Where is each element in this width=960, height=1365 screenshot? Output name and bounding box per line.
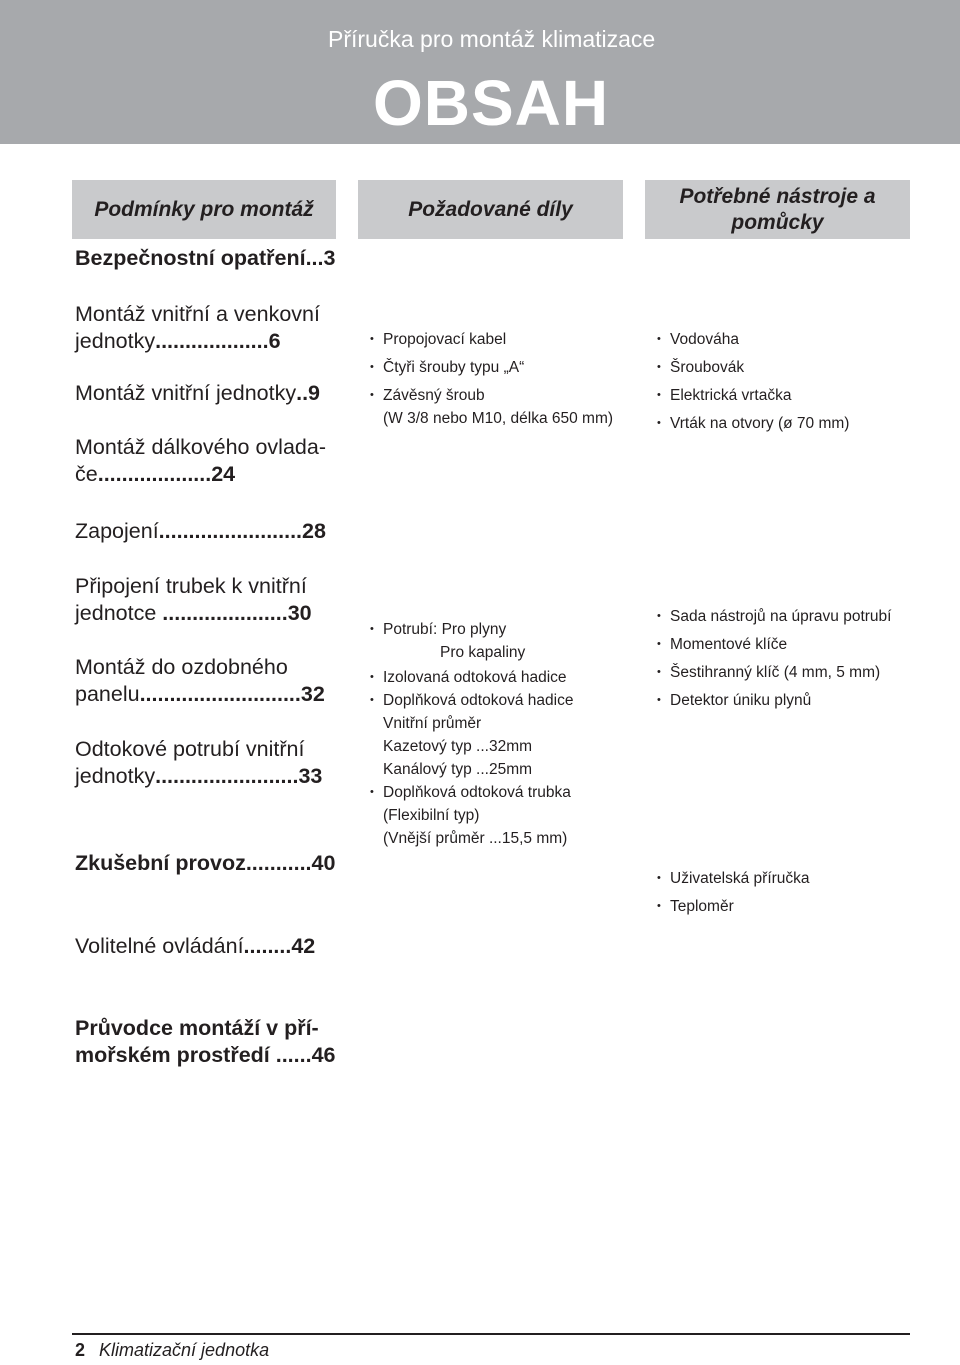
list-item: • Izolovaná odtoková hadice <box>370 666 573 689</box>
toc-page-number: 9 <box>308 381 321 405</box>
page-footer <box>75 1340 269 1361</box>
column-header-conditions: Podmínky pro montáž <box>72 180 336 239</box>
toc-leader: ........................... <box>139 681 301 706</box>
list-item: (Flexibilní typ) <box>383 807 480 824</box>
list-item: • Momentové klíče <box>657 633 891 656</box>
toc-entry-test-run[interactable] <box>75 850 355 877</box>
list-item: • Detektor úniku plynů <box>657 689 891 712</box>
column-header-parts: Požadované díly <box>358 180 623 239</box>
list-item: (Vnější průměr ...15,5 mm) <box>383 830 568 847</box>
parts-list-installation <box>370 328 613 430</box>
list-item: • Doplňková odtoková hadice <box>370 689 573 712</box>
list-item: • Doplňková odtoková trubka <box>370 781 573 804</box>
toc-entry-remote-installation[interactable] <box>75 434 340 487</box>
column-header-tools <box>645 180 910 239</box>
list-item: (W 3/8 nebo M10, délka 650 mm) <box>383 410 614 427</box>
toc-page-number: 46 <box>311 1042 336 1067</box>
tools-list-piping <box>657 605 891 712</box>
list-item: • Uživatelská příručka <box>657 867 810 890</box>
column-header-tools-label: Potřebné nástroje a pomůcky <box>679 184 876 234</box>
toc-leader: ................... <box>155 328 269 353</box>
toc-entry-optional-control[interactable] <box>75 933 355 960</box>
toc-entry-wiring[interactable] <box>75 518 345 545</box>
toc-entry-piping-connection[interactable] <box>75 573 340 626</box>
toc-entry-indoor-installation[interactable] <box>75 380 355 407</box>
toc-page-number: 6 <box>268 328 281 353</box>
manual-subtitle: Příručka pro montáž klimatizace <box>328 26 656 52</box>
toc-entry-name: Montáž vnitřní a venkovní jednotky <box>75 302 320 353</box>
footer-page-number: 2 <box>75 1340 86 1360</box>
list-item: • Šestihranný klíč (4 mm, 5 mm) <box>657 661 891 684</box>
toc-entry-name: Zkušební provoz <box>75 851 246 875</box>
page-title: OBSAH <box>372 67 610 139</box>
list-item: • Sada nástrojů na úpravu potrubí <box>657 605 891 628</box>
list-item: • Šroubovák <box>657 356 849 379</box>
toc-entry-name: Montáž vnitřní jednotky <box>75 381 297 405</box>
list-item: • Teploměr <box>657 895 810 918</box>
toc-leader: ... <box>305 246 324 270</box>
toc-entry-decor-panel[interactable] <box>75 654 325 707</box>
toc-entry-name: Montáž dálkového ovlada-če <box>75 435 326 486</box>
toc-entry-indoor-outdoor-installation[interactable] <box>75 301 340 354</box>
toc-entry-name: Volitelné ovládání <box>75 934 244 958</box>
toc-leader: ........................ <box>155 763 299 788</box>
toc-entry-safety[interactable] <box>75 245 345 272</box>
toc-entry-name: Montáž do ozdobného panelu <box>75 655 288 706</box>
tools-list-installation <box>657 328 849 435</box>
toc-page-number: 40 <box>311 851 336 875</box>
toc-page-number: 42 <box>291 934 316 958</box>
toc-leader: ..................... <box>156 600 288 625</box>
footer-title: Klimatizační jednotka <box>99 1340 270 1360</box>
toc-leader: ........................ <box>158 519 303 543</box>
list-item: • Čtyři šrouby typu „A“ <box>370 356 613 379</box>
toc-page-number: 32 <box>300 681 325 706</box>
toc-entry-seaside-guide[interactable] <box>75 1015 340 1068</box>
toc-page-number: 3 <box>323 246 336 270</box>
toc-entry-name: Odtokové potrubí vnitřní jednotky <box>75 737 305 788</box>
toc-entry-name: Zapojení <box>75 519 159 543</box>
parts-list-piping <box>370 618 573 850</box>
toc-page-number: 28 <box>302 519 326 543</box>
toc-leader: ........... <box>245 851 312 875</box>
toc-entry-name: Průvodce montáží v pří-mořském prostředí <box>75 1016 319 1067</box>
toc-entry-drain-piping[interactable] <box>75 736 325 789</box>
toc-page-number: 33 <box>298 763 323 788</box>
list-item: Pro kapaliny <box>440 644 526 661</box>
list-item: • Potrubí: Pro plyny <box>370 618 573 641</box>
toc-leader: .. <box>296 381 309 405</box>
list-item: Kanálový typ ...25mm <box>383 761 533 778</box>
toc-entry-name: Připojení trubek k vnitřní jednotce <box>75 574 307 625</box>
toc-leader: ................... <box>97 461 212 486</box>
list-item: • Závěsný šroub <box>370 384 613 407</box>
toc-page-number: 24 <box>211 461 236 486</box>
list-item: Kazetový typ ...32mm <box>383 738 533 755</box>
toc-entry-name: Bezpečnostní opatření <box>75 246 306 270</box>
list-item: • Propojovací kabel <box>370 328 613 351</box>
toc-leader: ........ <box>243 934 292 958</box>
list-item: • Elektrická vrtačka <box>657 384 849 407</box>
page-header <box>0 0 960 144</box>
footer-divider <box>72 1333 910 1335</box>
tools-list-test <box>657 867 810 918</box>
list-item: • Vrták na otvory (ø 70 mm) <box>657 412 849 435</box>
toc-page-number: 30 <box>287 600 312 625</box>
list-item: • Vodováha <box>657 328 849 351</box>
list-item: Vnitřní průměr <box>383 715 482 732</box>
toc-leader: ...... <box>269 1042 312 1067</box>
